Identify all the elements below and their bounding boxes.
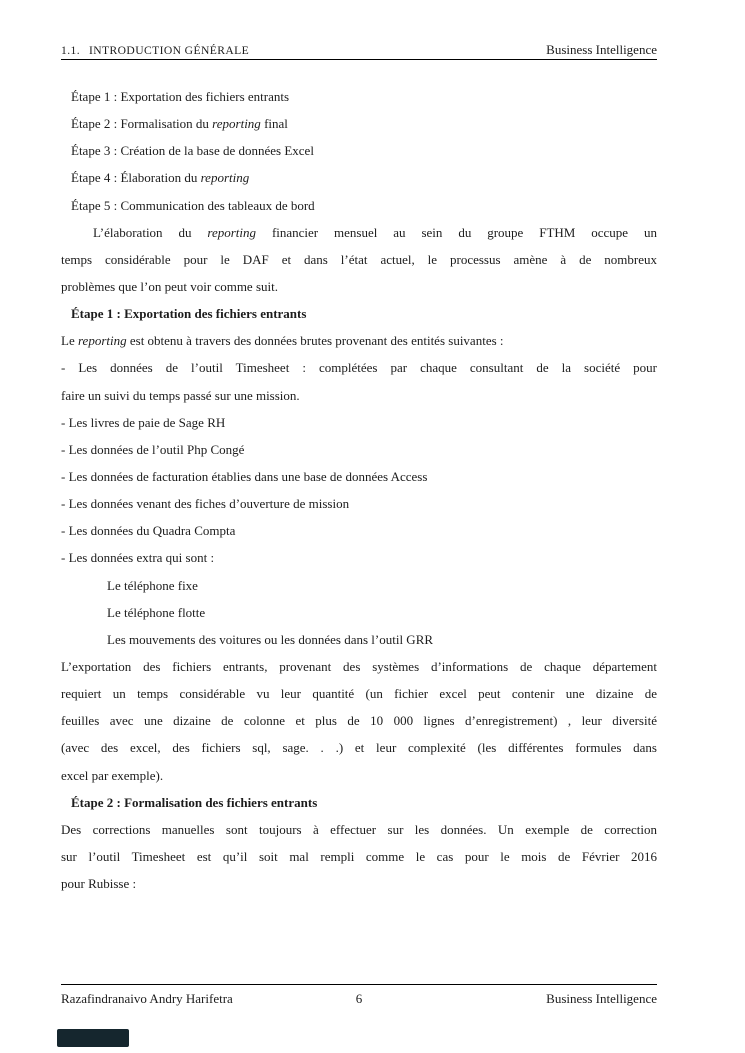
text-segment: financier mensuel au sein du groupe FTHM occupe un <box>256 224 657 240</box>
text-segment: excel par exemple). <box>61 767 164 783</box>
text-segment: Le <box>61 333 78 349</box>
section-title: INTRODUCTION GÉNÉRALE <box>89 44 250 57</box>
text-segment: Étape 2 : Formalisation des fichiers entrants <box>71 794 318 810</box>
text-segment: - Les données de l’outil Php Congé <box>61 441 245 457</box>
text-segment: requiert un temps considérable vu leur quantité (un fichier excel peut contenir une dizaine de <box>61 686 657 702</box>
document-line <box>61 653 657 680</box>
document-line <box>61 626 657 653</box>
text-segment: - Les données venant des fiches d’ouverture de mission <box>61 496 350 512</box>
italic-text-segment: reporting <box>207 224 257 240</box>
text-segment: est obtenu à travers des données brutes provenant des entités suivantes : <box>126 333 504 349</box>
document-line <box>61 680 657 707</box>
text-segment: faire un suivi du temps passé sur une mission. <box>61 387 300 403</box>
text-segment: Étape 1 : Exportation des fichiers entrants <box>71 306 307 322</box>
text-segment: - Les données de l’outil Timesheet : complétées par chaque consultant de la société pour <box>61 360 657 376</box>
text-segment: feuilles avec une dizaine de colonne et plus de 10 000 lignes d’enregistrement) , leur diversité <box>61 713 657 729</box>
italic-text-segment: reporting <box>77 333 127 349</box>
text-segment: Étape 5 : Communication des tableaux de bord <box>71 197 315 213</box>
document-line <box>61 164 657 191</box>
document-line <box>61 544 657 571</box>
text-segment: Étape 1 : Exportation des fichiers entrants <box>71 89 290 104</box>
text-segment: - Les livres de paie de Sage RH <box>61 414 226 430</box>
document-line <box>61 192 657 219</box>
italic-text-segment: reporting <box>200 170 250 186</box>
document-line <box>61 219 657 246</box>
document-line <box>61 382 657 409</box>
text-segment: - Les données extra qui sont : <box>61 550 215 566</box>
text-segment: Des corrections manuelles sont toujours à effectuer sur les données. Un exemple de correction <box>61 821 657 837</box>
document-line <box>61 273 657 300</box>
text-segment: Étape 4 : Élaboration du <box>71 170 201 186</box>
document-line <box>61 300 657 327</box>
document-line <box>61 762 657 789</box>
footer-author: Razafindranaivo Andry Harifetra <box>61 991 233 1006</box>
document-line <box>61 354 657 381</box>
text-segment: Étape 2 : Formalisation du <box>71 116 213 132</box>
document-line <box>61 83 657 110</box>
document-line <box>61 707 657 734</box>
document-line <box>61 816 657 843</box>
text-segment: problèmes que l’on peut voir comme suit. <box>61 278 278 294</box>
italic-text-segment: reporting <box>212 116 261 132</box>
document-line <box>61 463 657 490</box>
document-line <box>61 327 657 354</box>
header-section <box>61 44 249 57</box>
header-running-title: Business Intelligence <box>546 42 657 57</box>
page-header <box>61 42 657 58</box>
document-line <box>61 409 657 436</box>
text-segment: - Les données du Quadra Compta <box>61 523 236 539</box>
document-line <box>61 517 657 544</box>
document-line <box>61 599 657 626</box>
text-segment: Les mouvements des voitures ou les données dans l’outil GRR <box>107 631 434 647</box>
text-segment: Le téléphone flotte <box>107 604 206 620</box>
text-segment: pour Rubisse : <box>61 876 137 892</box>
document-line <box>61 137 657 164</box>
document-line <box>61 789 657 816</box>
document-line <box>61 870 657 897</box>
footer-page-number: 6 <box>355 991 363 1006</box>
text-segment: - Les données de facturation établies dans une base de données Access <box>61 468 428 484</box>
document-line <box>61 436 657 463</box>
viewer-status-box <box>57 1029 129 1047</box>
footer-rule <box>61 984 657 985</box>
document-line <box>61 843 657 870</box>
document-line <box>61 246 657 273</box>
section-number: 1.1. <box>61 44 80 57</box>
document-line <box>61 110 657 137</box>
document-line <box>61 572 657 599</box>
text-segment: final <box>260 116 288 132</box>
text-segment: temps considérable pour le DAF et dans l’état actuel, le processus amène à de nombreux <box>61 251 657 267</box>
document-line <box>61 490 657 517</box>
text-segment: L’élaboration du <box>93 224 208 240</box>
document-line <box>61 734 657 761</box>
text-segment: Le téléphone fixe <box>107 577 198 593</box>
footer-running-title: Business Intelligence <box>546 991 657 1006</box>
text-segment: L’exportation des fichiers entrants, provenant des systèmes d’informations de chaque département <box>61 658 657 674</box>
text-segment: sur l’outil Timesheet est qu’il soit mal rempli comme le cas pour le mois de Février 2016 <box>61 848 657 864</box>
header-rule <box>61 59 657 60</box>
text-segment: Étape 3 : Création de la base de données Excel <box>71 143 314 159</box>
document-body <box>61 83 657 897</box>
text-segment: (avec des excel, des fichiers sql, sage. . .) et leur complexité (les différentes formules dans <box>61 740 657 756</box>
